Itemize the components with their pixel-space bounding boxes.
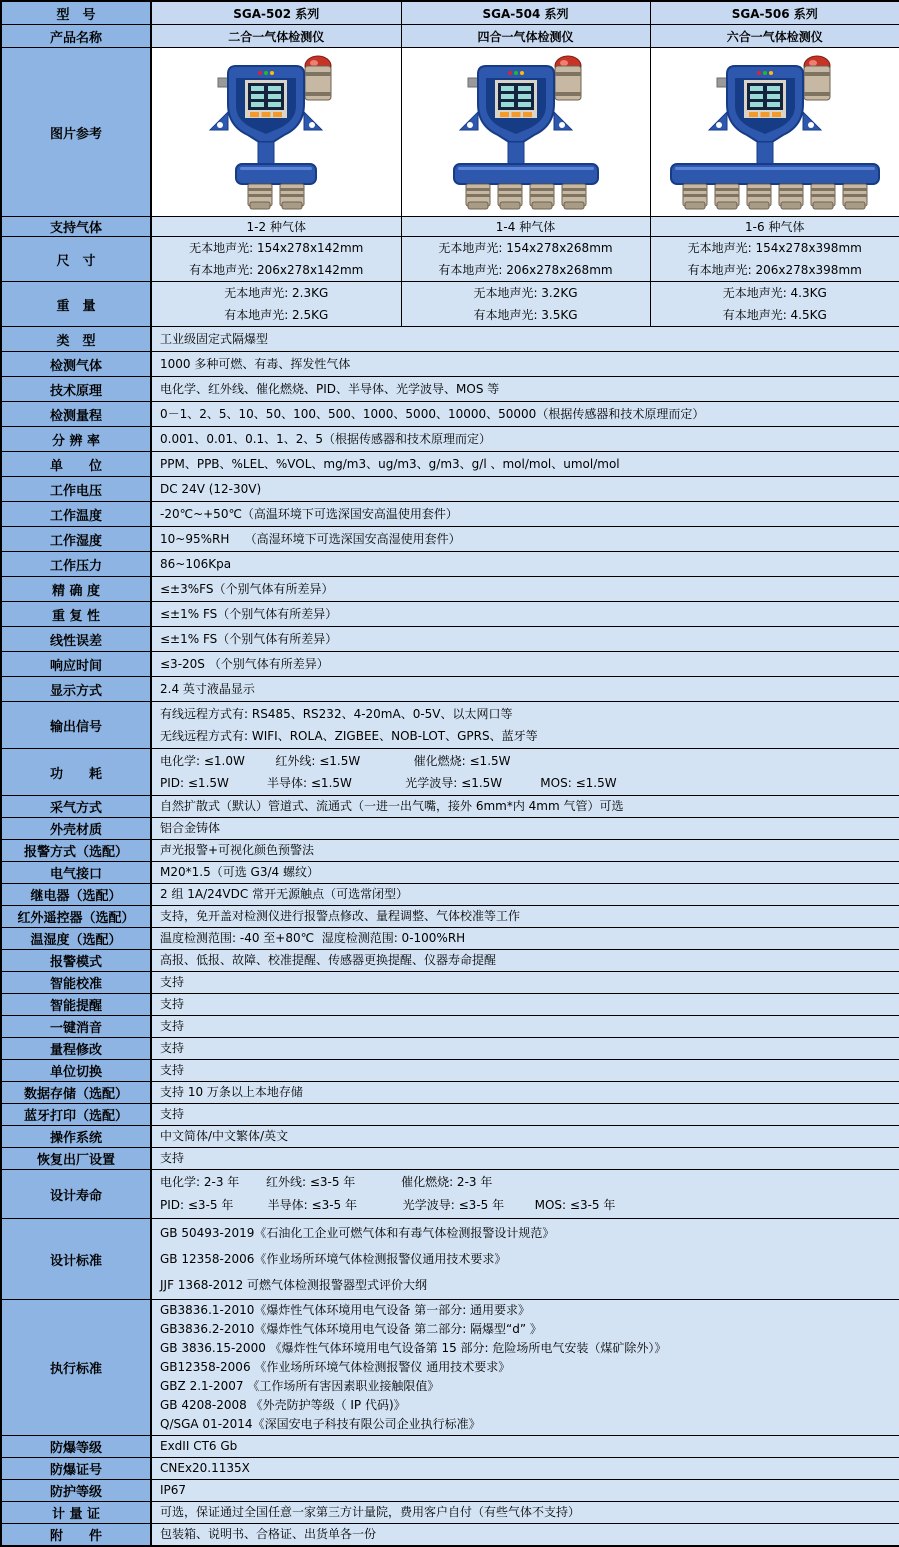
row-value: GB 50493-2019《石油化工企业可燃气体和有毒气体检测报警设计规范》 GB 12358-2006《作业场所环境气体检测报警仪通用技术要求》 JJF 1368-2012 可燃气体检测报警器型式评价大纲 bbox=[151, 1219, 899, 1300]
table-row bbox=[1, 1436, 899, 1458]
row-label: 设计标准 bbox=[1, 1219, 151, 1300]
table-row bbox=[1, 1524, 899, 1547]
row-value: 二合一气体检测仪 bbox=[151, 25, 401, 48]
sensor-cylinder-icon bbox=[747, 184, 771, 209]
row-value: 四合一气体检测仪 bbox=[401, 25, 650, 48]
gas-detector-illustration bbox=[160, 52, 392, 212]
row-label: 防护等级 bbox=[1, 1480, 151, 1502]
row-value: 支持 bbox=[151, 1060, 899, 1082]
row-value: 1000 多种可燃、有毒、挥发性气体 bbox=[151, 352, 899, 377]
row-label: 智能校准 bbox=[1, 972, 151, 994]
row-value: CNEx20.1135X bbox=[151, 1458, 899, 1480]
table-row bbox=[1, 1126, 899, 1148]
table-row bbox=[1, 48, 899, 217]
sensor-cylinder-icon bbox=[498, 184, 522, 209]
row-label: 响应时间 bbox=[1, 652, 151, 677]
row-value: ≤±3%FS（个别气体有所差异） bbox=[151, 577, 899, 602]
product-image-sga-504 bbox=[401, 48, 650, 217]
table-row bbox=[1, 1170, 899, 1219]
row-value: 1-4 种气体 bbox=[401, 217, 650, 237]
row-value: 无本地声光: 154x278x268mm 有本地声光: 206x278x268mm bbox=[401, 237, 650, 282]
model-series-cell: SGA-502 系列 bbox=[151, 1, 401, 25]
row-value: 10~95%RH （高湿环境下可选深国安高湿使用套件） bbox=[151, 527, 899, 552]
row-label: 尺 寸 bbox=[1, 237, 151, 282]
table-row bbox=[1, 25, 899, 48]
row-value: 支持 bbox=[151, 1104, 899, 1126]
row-value: ExdII CT6 Gb bbox=[151, 1436, 899, 1458]
row-label: 检测气体 bbox=[1, 352, 151, 377]
row-label: 重 复 性 bbox=[1, 602, 151, 627]
row-label: 计 量 证 bbox=[1, 1502, 151, 1524]
row-value: 2 组 1A/24VDC 常开无源触点（可选常闭型） bbox=[151, 884, 899, 906]
row-value: 有线远程方式有: RS485、RS232、4-20mA、0-5V、以太网口等 无线远程方式有: WIFI、ROLA、ZIGBEE、NOB-LOT、GPRS、蓝牙等 bbox=[151, 702, 899, 749]
row-label: 恢复出厂设置 bbox=[1, 1148, 151, 1170]
row-value: 高报、低报、故障、校准提醒、传感器更换提醒、仪器寿命提醒 bbox=[151, 950, 899, 972]
row-value: M20*1.5（可选 G3/4 螺纹） bbox=[151, 862, 899, 884]
row-label: 报警模式 bbox=[1, 950, 151, 972]
row-label: 数据存储（选配） bbox=[1, 1082, 151, 1104]
table-row bbox=[1, 1300, 899, 1436]
row-value: 支持 bbox=[151, 994, 899, 1016]
row-value: 支持 bbox=[151, 1016, 899, 1038]
row-label: 技术原理 bbox=[1, 377, 151, 402]
table-row bbox=[1, 1219, 899, 1300]
sensor-cylinder-icon bbox=[280, 184, 304, 209]
table-row bbox=[1, 1148, 899, 1170]
table-row bbox=[1, 427, 899, 452]
sensor-cylinder-icon bbox=[683, 184, 707, 209]
row-label: 外壳材质 bbox=[1, 818, 151, 840]
row-value: PPM、PPB、%LEL、%VOL、mg/m3、ug/m3、g/m3、g/l 、mol/mol、umol/mol bbox=[151, 452, 899, 477]
sensor-cylinder-icon bbox=[562, 184, 586, 209]
sensor-cylinder-icon bbox=[779, 184, 803, 209]
model-series-cell: SGA-504 系列 bbox=[401, 1, 650, 25]
row-label: 工作压力 bbox=[1, 552, 151, 577]
table-row bbox=[1, 840, 899, 862]
row-label: 显示方式 bbox=[1, 677, 151, 702]
table-row bbox=[1, 527, 899, 552]
row-label: 温湿度（选配） bbox=[1, 928, 151, 950]
table-row bbox=[1, 862, 899, 884]
row-value: 可选，保证通过全国任意一家第三方计量院，费用客户自付（有些气体不支持） bbox=[151, 1502, 899, 1524]
row-label: 防爆等级 bbox=[1, 1436, 151, 1458]
row-value: 无本地声光: 154x278x398mm 有本地声光: 206x278x398mm bbox=[650, 237, 899, 282]
row-label: 图片参考 bbox=[1, 48, 151, 217]
row-label: 支持气体 bbox=[1, 217, 151, 237]
row-value: 0－1、2、5、10、50、100、500、1000、5000、10000、50000（根据传感器和技术原理而定） bbox=[151, 402, 899, 427]
row-label: 附 件 bbox=[1, 1524, 151, 1547]
row-label: 重 量 bbox=[1, 282, 151, 327]
row-value: 温度检测范围: -40 至+80℃ 湿度检测范围: 0-100%RH bbox=[151, 928, 899, 950]
row-value: 86~106Kpa bbox=[151, 552, 899, 577]
table-row bbox=[1, 627, 899, 652]
table-row bbox=[1, 237, 899, 282]
row-label: 产品名称 bbox=[1, 25, 151, 48]
table-row bbox=[1, 1016, 899, 1038]
table-row bbox=[1, 884, 899, 906]
row-value: GB3836.1-2010《爆炸性气体环境用电气设备 第一部分: 通用要求》 GB3836.2-2010《爆炸性气体环境用电气设备 第二部分: 隔爆型“d” 》 GB 3836.15-2000 《爆炸性气体环境用电气设备第 15 部分: 危险场所电气安装（煤矿除外）》 GB12358-2006 《作业场所环境气体检测报警仪 通用技术要求》 GBZ 2.1-2007 《工作场所有害因素职业接触限值》 GB 4208-2008 《外壳防护等级（ IP 代码)》 Q/SGA 01-2014《深国安电子科技有限公司企业执行标准》 bbox=[151, 1300, 899, 1436]
row-value: 工业级固定式隔爆型 bbox=[151, 327, 899, 352]
row-label: 输出信号 bbox=[1, 702, 151, 749]
row-value: 六合一气体检测仪 bbox=[650, 25, 899, 48]
row-label: 量程修改 bbox=[1, 1038, 151, 1060]
row-label: 检测量程 bbox=[1, 402, 151, 427]
table-row bbox=[1, 749, 899, 796]
row-value: 铝合金铸体 bbox=[151, 818, 899, 840]
table-row bbox=[1, 994, 899, 1016]
table-row bbox=[1, 552, 899, 577]
sensor-cylinder-icon bbox=[715, 184, 739, 209]
table-row bbox=[1, 327, 899, 352]
detector-neck bbox=[508, 142, 524, 166]
table-row bbox=[1, 818, 899, 840]
table-row bbox=[1, 217, 899, 237]
row-value: -20℃~+50℃（高温环境下可选深国安高温使用套件） bbox=[151, 502, 899, 527]
row-value: 支持 bbox=[151, 1148, 899, 1170]
row-label: 操作系统 bbox=[1, 1126, 151, 1148]
sensor-cylinder-icon bbox=[530, 184, 554, 209]
table-row bbox=[1, 1082, 899, 1104]
row-label: 继电器（选配） bbox=[1, 884, 151, 906]
row-value: 中文简体/中文繁体/英文 bbox=[151, 1126, 899, 1148]
row-label: 设计寿命 bbox=[1, 1170, 151, 1219]
table-row bbox=[1, 577, 899, 602]
row-value: ≤±1% FS（个别气体有所差异） bbox=[151, 602, 899, 627]
table-row bbox=[1, 1502, 899, 1524]
row-value: 电化学、红外线、催化燃烧、PID、半导体、光学波导、MOS 等 bbox=[151, 377, 899, 402]
row-label: 工作温度 bbox=[1, 502, 151, 527]
row-label: 功 耗 bbox=[1, 749, 151, 796]
row-value: 支持 bbox=[151, 972, 899, 994]
detector-neck bbox=[258, 142, 274, 166]
row-label: 分 辨 率 bbox=[1, 427, 151, 452]
row-value: IP67 bbox=[151, 1480, 899, 1502]
table-row bbox=[1, 950, 899, 972]
row-label: 工作电压 bbox=[1, 477, 151, 502]
table-row bbox=[1, 1, 899, 25]
table-row bbox=[1, 652, 899, 677]
row-value: DC 24V (12-30V) bbox=[151, 477, 899, 502]
table-row bbox=[1, 502, 899, 527]
row-label: 线性误差 bbox=[1, 627, 151, 652]
gas-detector-illustration bbox=[659, 52, 891, 212]
table-row bbox=[1, 702, 899, 749]
row-label: 报警方式（选配） bbox=[1, 840, 151, 862]
row-label: 采气方式 bbox=[1, 796, 151, 818]
row-value: ≤±1% FS（个别气体有所差异） bbox=[151, 627, 899, 652]
row-value: 0.001、0.01、0.1、1、2、5（根据传感器和技术原理而定） bbox=[151, 427, 899, 452]
model-series-cell: SGA-506 系列 bbox=[650, 1, 899, 25]
row-label: 蓝牙打印（选配） bbox=[1, 1104, 151, 1126]
row-value: 无本地声光: 154x278x142mm 有本地声光: 206x278x142mm bbox=[151, 237, 401, 282]
table-row bbox=[1, 1458, 899, 1480]
row-label: 智能提醒 bbox=[1, 994, 151, 1016]
table-row bbox=[1, 352, 899, 377]
table-row bbox=[1, 377, 899, 402]
row-value: ≤3-20S （个别气体有所差异） bbox=[151, 652, 899, 677]
table-row bbox=[1, 1038, 899, 1060]
gas-detector-illustration bbox=[410, 52, 642, 212]
row-label: 类 型 bbox=[1, 327, 151, 352]
row-value: 无本地声光: 2.3KG 有本地声光: 2.5KG bbox=[151, 282, 401, 327]
table-row bbox=[1, 477, 899, 502]
row-value: 1-2 种气体 bbox=[151, 217, 401, 237]
table-row bbox=[1, 1480, 899, 1502]
row-label: 型 号 bbox=[1, 1, 151, 25]
row-label: 单 位 bbox=[1, 452, 151, 477]
product-image-sga-506 bbox=[650, 48, 899, 217]
row-label: 电气接口 bbox=[1, 862, 151, 884]
row-label: 红外遥控器（选配） bbox=[1, 906, 151, 928]
spec-table-body bbox=[1, 1, 899, 1546]
row-value: 电化学: 2-3 年 红外线: ≤3-5 年 催化燃烧: 2-3 年 PID: ≤3-5 年 半导体: ≤3-5 年 光学波导: ≤3-5 年 MOS: ≤3-5 年 bbox=[151, 1170, 899, 1219]
row-label: 防爆证号 bbox=[1, 1458, 151, 1480]
row-label: 单位切换 bbox=[1, 1060, 151, 1082]
row-value: 包装箱、说明书、合格证、出货单各一份 bbox=[151, 1524, 899, 1547]
row-value: 电化学: ≤1.0W 红外线: ≤1.5W 催化燃烧: ≤1.5W PID: ≤1.5W 半导体: ≤1.5W 光学波导: ≤1.5W MOS: ≤1.5W bbox=[151, 749, 899, 796]
table-row bbox=[1, 677, 899, 702]
row-label: 精 确 度 bbox=[1, 577, 151, 602]
row-value: 支持 bbox=[151, 1038, 899, 1060]
row-value: 支持 10 万条以上本地存储 bbox=[151, 1082, 899, 1104]
sensor-cylinder-icon bbox=[811, 184, 835, 209]
row-label: 一键消音 bbox=[1, 1016, 151, 1038]
row-label: 执行标准 bbox=[1, 1300, 151, 1436]
table-row bbox=[1, 402, 899, 427]
sensor-cylinder-icon bbox=[466, 184, 490, 209]
sensor-cylinder-icon bbox=[248, 184, 272, 209]
table-row bbox=[1, 796, 899, 818]
detector-neck bbox=[757, 142, 773, 166]
table-row bbox=[1, 602, 899, 627]
table-row bbox=[1, 1104, 899, 1126]
table-row bbox=[1, 452, 899, 477]
table-row bbox=[1, 282, 899, 327]
row-value: 2.4 英寸液晶显示 bbox=[151, 677, 899, 702]
table-row bbox=[1, 1060, 899, 1082]
table-row bbox=[1, 972, 899, 994]
sensor-cylinder-icon bbox=[843, 184, 867, 209]
row-value: 自然扩散式（默认）管道式、流通式（一进一出气嘴，接外 6mm*内 4mm 气管）可选 bbox=[151, 796, 899, 818]
table-row bbox=[1, 906, 899, 928]
product-image-sga-502 bbox=[151, 48, 401, 217]
row-label: 工作湿度 bbox=[1, 527, 151, 552]
row-value: 无本地声光: 4.3KG 有本地声光: 4.5KG bbox=[650, 282, 899, 327]
row-value: 支持，免开盖对检测仪进行报警点修改、量程调整、气体校准等工作 bbox=[151, 906, 899, 928]
row-value: 声光报警+可视化颜色预警法 bbox=[151, 840, 899, 862]
table-row bbox=[1, 928, 899, 950]
row-value: 1-6 种气体 bbox=[650, 217, 899, 237]
row-value: 无本地声光: 3.2KG 有本地声光: 3.5KG bbox=[401, 282, 650, 327]
